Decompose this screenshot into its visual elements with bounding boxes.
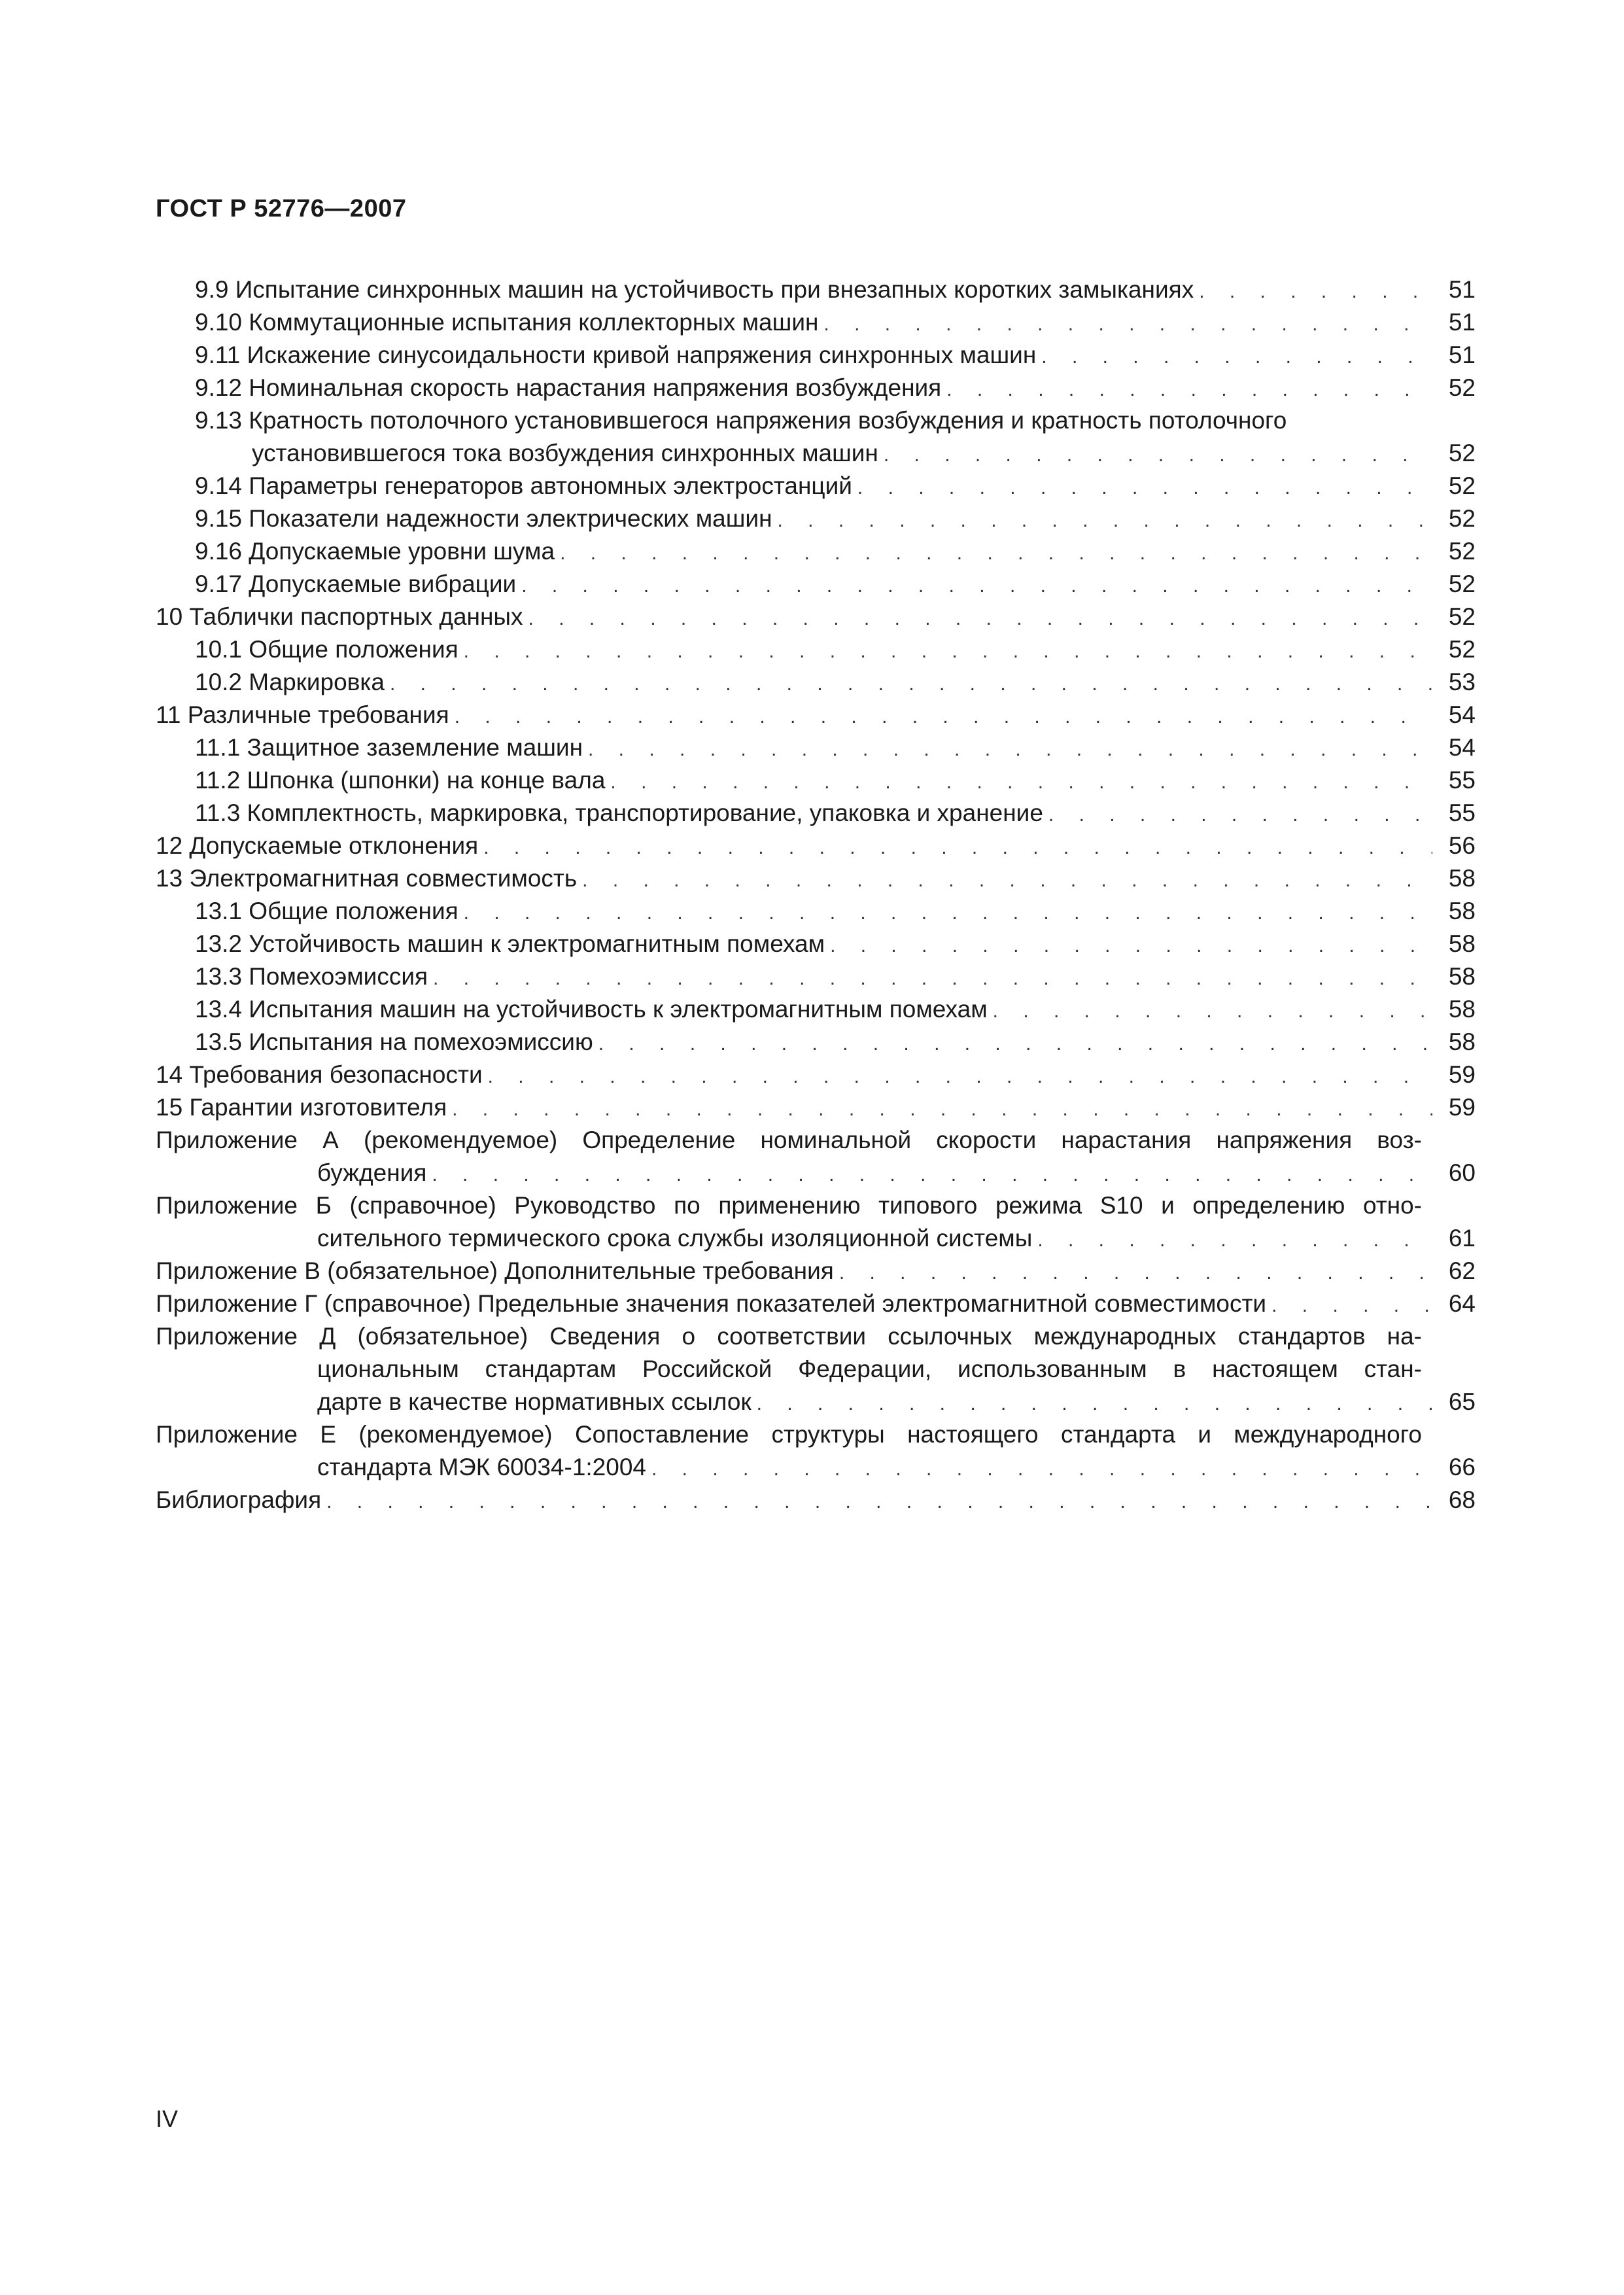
toc-entry-title: 10 Таблички паспортных данных — [156, 601, 528, 633]
toc-page-number: 51 — [1448, 309, 1476, 336]
dot-leader — [1271, 1289, 1432, 1322]
dot-leader — [433, 962, 1432, 995]
toc-page-number: 59 — [1448, 1094, 1476, 1121]
toc-page-number: 59 — [1448, 1061, 1476, 1088]
dot-leader — [598, 1028, 1432, 1060]
toc-entry-11-2[interactable] — [156, 764, 1476, 797]
toc-page-number: 55 — [1448, 767, 1476, 794]
dot-leader — [560, 537, 1432, 570]
dot-leader — [823, 308, 1432, 341]
toc-entry-13-4[interactable] — [156, 993, 1476, 1026]
toc-entry-title: 9.14 Параметры генераторов автономных электростанций — [195, 470, 857, 502]
toc-entry-title: 15 Гарантии изготовителя — [156, 1091, 452, 1124]
toc-entry-title: 9.11 Искажение синусоидальности кривой напряжения синхронных машин — [195, 339, 1041, 372]
toc-page-number: 58 — [1448, 930, 1476, 957]
dot-leader — [455, 701, 1432, 733]
toc-entry-9-10[interactable] — [156, 306, 1476, 339]
toc-entry-title: 13.5 Испытания на помехоэмиссию — [195, 1026, 598, 1059]
toc-entry-10[interactable] — [156, 601, 1476, 633]
toc-page-number: 58 — [1448, 1028, 1476, 1055]
toc-entry-15[interactable] — [156, 1091, 1476, 1124]
toc-page-number: 51 — [1448, 342, 1476, 368]
dot-leader — [326, 1486, 1432, 1518]
toc-entry-title-line1: Приложение Е (рекомендуемое) Сопоставление структуры настоящего стандарта и международного — [156, 1421, 1422, 1448]
toc-entry-title: 13.2 Устойчивость машин к электромагнитным помехам — [195, 928, 830, 960]
dot-leader — [588, 733, 1432, 766]
toc-entry-title: 13.1 Общие положения — [195, 895, 464, 928]
toc-entry-title: Приложение Г (справочное) Предельные значения показателей электромагнитной совместимости — [156, 1288, 1271, 1320]
toc-page-number: 54 — [1448, 734, 1476, 761]
dot-leader — [521, 570, 1432, 603]
toc-entry-title-line1: Приложение Д (обязательное) Сведения о соответствии ссылочных международных стандартов на- — [156, 1323, 1422, 1350]
toc-entry-appendix-v[interactable] — [156, 1255, 1476, 1288]
dot-leader — [993, 995, 1432, 1028]
toc-entry-title-line3: дарте в качестве нормативных ссылок — [317, 1386, 757, 1418]
dot-leader — [390, 668, 1432, 701]
dot-leader — [1199, 275, 1432, 308]
toc-entry-title: 12 Допускаемые отклонения — [156, 830, 483, 862]
toc-page-number: 52 — [1448, 538, 1476, 565]
toc-entry-title: 9.16 Допускаемые уровни шума — [195, 535, 560, 568]
toc-entry-title: 9.12 Номинальная скорость нарастания напряжения возбуждения — [195, 372, 946, 404]
toc-entry-bibliography[interactable] — [156, 1484, 1476, 1516]
document-header: ГОСТ Р 52776—2007 — [156, 195, 407, 222]
toc-entry-title-line2: стандарта МЭК 60034-1:2004 — [317, 1451, 651, 1484]
toc-entry-title-line1: Приложение Б (справочное) Руководство по применению типового режима S10 и определению отно- — [156, 1192, 1422, 1219]
toc-entry-appendix-a[interactable] — [156, 1124, 1476, 1189]
toc-entry-12[interactable] — [156, 830, 1476, 862]
toc-page-number: 55 — [1448, 799, 1476, 826]
toc-page-number: 52 — [1448, 374, 1476, 401]
toc-entry-9-12[interactable] — [156, 372, 1476, 404]
toc-page-number: 58 — [1448, 963, 1476, 990]
dot-leader — [1048, 799, 1432, 832]
toc-entry-title: 9.17 Допускаемые вибрации — [195, 568, 521, 601]
toc-entry-9-11[interactable] — [156, 339, 1476, 372]
dot-leader — [651, 1453, 1432, 1486]
toc-page-number: 52 — [1448, 570, 1476, 597]
toc-entry-title: 11 Различные требования — [156, 699, 455, 731]
toc-page-number: 53 — [1448, 669, 1476, 695]
toc-page-number: 52 — [1448, 636, 1476, 663]
dot-leader — [528, 603, 1432, 635]
toc-entry-9-13[interactable] — [156, 404, 1476, 470]
toc-entry-title: 9.9 Испытание синхронных машин на устойчивость при внезапных коротких замыканиях — [195, 273, 1199, 306]
toc-entry-title: 11.2 Шпонка (шпонки) на конце вала — [195, 764, 610, 797]
dot-leader — [582, 864, 1432, 897]
toc-entry-14[interactable] — [156, 1059, 1476, 1091]
toc-entry-title: Приложение В (обязательное) Дополнительные требования — [156, 1255, 839, 1288]
dot-leader — [464, 897, 1432, 930]
page-number-footer: IV — [156, 2105, 179, 2132]
toc-page-number: 52 — [1448, 603, 1476, 630]
toc-entry-appendix-d[interactable] — [156, 1320, 1476, 1418]
toc-page-number: 58 — [1448, 865, 1476, 892]
toc-entry-title-line2: установившегося тока возбуждения синхронных машин — [252, 437, 884, 470]
toc-entry-9-16[interactable] — [156, 535, 1476, 568]
toc-page-number: 52 — [1448, 472, 1476, 499]
toc-page-number: 66 — [1448, 1454, 1476, 1480]
toc-entry-10-1[interactable] — [156, 633, 1476, 666]
toc-entry-11[interactable] — [156, 699, 1476, 731]
toc-entry-title: 10.2 Маркировка — [195, 666, 390, 699]
toc-page-number: 58 — [1448, 996, 1476, 1023]
toc-page-number: 56 — [1448, 832, 1476, 859]
toc-entry-appendix-e[interactable] — [156, 1418, 1476, 1484]
dot-leader — [778, 504, 1432, 537]
dot-leader — [483, 832, 1432, 864]
dot-leader — [884, 439, 1432, 472]
toc-entry-title: 13 Электромагнитная совместимость — [156, 862, 582, 895]
toc-entry-title-line1: 9.13 Кратность потолочного установившегося напряжения возбуждения и кратность потолочного — [195, 407, 1287, 434]
toc-entry-9-14[interactable] — [156, 470, 1476, 502]
toc-entry-10-2[interactable] — [156, 666, 1476, 699]
toc-page-number: 52 — [1448, 440, 1476, 466]
toc-entry-title-line2: циональным стандартам Российской Федерации, использованным в настоящем стан- — [317, 1356, 1422, 1382]
toc-entry-9-17[interactable] — [156, 568, 1476, 601]
toc-page-number: 64 — [1448, 1290, 1476, 1317]
toc-entry-title: 10.1 Общие положения — [195, 633, 464, 666]
table-of-contents — [156, 273, 1476, 1516]
toc-entry-11-3[interactable] — [156, 797, 1476, 830]
toc-entry-13[interactable] — [156, 862, 1476, 895]
dot-leader — [830, 930, 1432, 962]
toc-entry-11-1[interactable] — [156, 731, 1476, 764]
toc-page-number: 58 — [1448, 898, 1476, 924]
dot-leader — [946, 374, 1432, 406]
toc-entry-13-5[interactable] — [156, 1026, 1476, 1059]
toc-entry-title: 9.10 Коммутационные испытания коллекторных машин — [195, 306, 823, 339]
dot-leader — [857, 472, 1432, 504]
toc-page-number: 51 — [1448, 276, 1476, 303]
toc-entry-title: 11.3 Комплектность, маркировка, транспортирование, упаковка и хранение — [195, 797, 1048, 830]
toc-entry-title: 14 Требования безопасности — [156, 1059, 488, 1091]
toc-entry-appendix-g[interactable] — [156, 1288, 1476, 1320]
toc-entry-title-line2: сительного термического срока службы изоляционной системы — [317, 1222, 1037, 1255]
dot-leader — [464, 635, 1432, 668]
toc-page-number: 54 — [1448, 701, 1476, 728]
toc-entry-13-1[interactable] — [156, 895, 1476, 928]
dot-leader — [757, 1388, 1432, 1420]
toc-entry-9-15[interactable] — [156, 502, 1476, 535]
toc-page-number: 52 — [1448, 505, 1476, 532]
toc-entry-13-2[interactable] — [156, 928, 1476, 960]
dot-leader — [488, 1060, 1432, 1093]
toc-entry-title-line1: Приложение А (рекомендуемое) Определение номинальной скорости нарастания напряжения воз- — [156, 1127, 1422, 1153]
dot-leader — [432, 1159, 1432, 1191]
toc-entry-title: Библиография — [156, 1484, 326, 1516]
toc-page-number: 62 — [1448, 1257, 1476, 1284]
dot-leader — [610, 766, 1432, 799]
toc-page-number: 68 — [1448, 1486, 1476, 1513]
toc-entry-13-3[interactable] — [156, 960, 1476, 993]
dot-leader — [1041, 341, 1432, 374]
toc-entry-title: 9.15 Показатели надежности электрических машин — [195, 502, 778, 535]
toc-page-number: 65 — [1448, 1388, 1476, 1415]
toc-page-number: 60 — [1448, 1159, 1476, 1186]
dot-leader — [452, 1093, 1432, 1126]
toc-entry-title: 13.4 Испытания машин на устойчивость к электромагнитным помехам — [195, 993, 993, 1026]
toc-entry-9-9[interactable] — [156, 273, 1476, 306]
toc-entry-appendix-b[interactable] — [156, 1189, 1476, 1255]
toc-entry-title: 13.3 Помехоэмиссия — [195, 960, 433, 993]
toc-entry-title-line2: буждения — [317, 1157, 432, 1189]
dot-leader — [839, 1257, 1432, 1289]
dot-leader — [1037, 1224, 1432, 1257]
toc-entry-title: 11.1 Защитное заземление машин — [195, 731, 588, 764]
toc-page-number: 61 — [1448, 1225, 1476, 1252]
